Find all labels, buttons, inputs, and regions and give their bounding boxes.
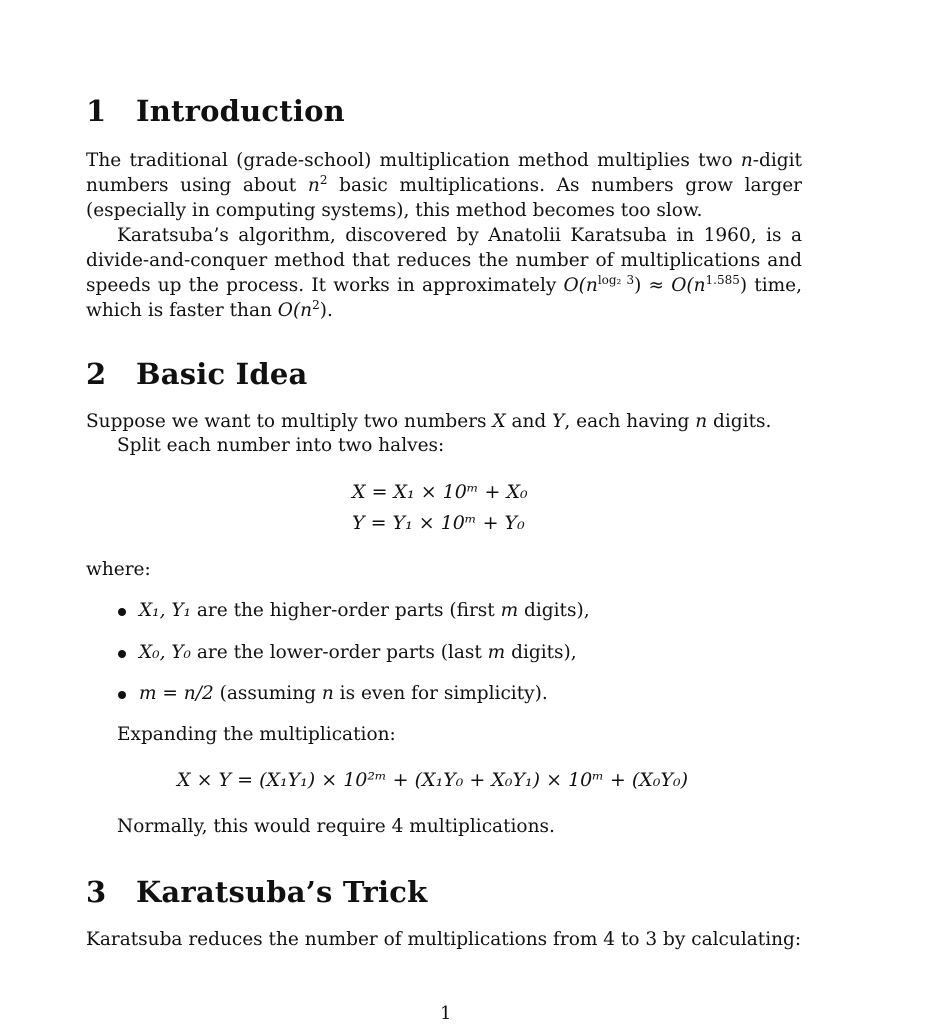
page-number: 1 bbox=[440, 1003, 452, 1024]
expanding-label: Expanding the multiplication: bbox=[117, 724, 396, 745]
list-item: X₁, Y₁ are the higher-order parts (first m digits), bbox=[139, 600, 590, 621]
equation-y-split: Y = Y₁ × 10ᵐ + Y₀ bbox=[352, 512, 525, 534]
normally-line: Normally, this would require 4 multiplications. bbox=[117, 816, 555, 837]
section-title: Karatsuba’s Trick bbox=[136, 875, 428, 909]
section-number: 2 bbox=[86, 357, 107, 391]
trick-line-1: Karatsuba reduces the number of multiplications from 4 to 3 by calculating: bbox=[86, 929, 802, 950]
intro-paragraph-1: The traditional (grade-school) multiplication method multiplies two n-digit numbers using about $n^2$ basic multiplications. As numbers grow larger (especially in computing systems), this method becomes too slow. bbox=[86, 150, 802, 221]
bullet-icon bbox=[118, 691, 126, 699]
intro-paragraph-2: Karatsuba’s algorithm, discovered by Anatolii Karatsuba in 1960, is a divide-and-conquer method that reduces the number of multiplications and speeds up the process. It works in approximately $O(n^{log_2 3}) \approx O(n^{1.585})$ time, which is faster than $O(n^2)$. bbox=[86, 225, 802, 321]
bullet-icon bbox=[118, 608, 126, 616]
section-heading-karatsuba-trick bbox=[86, 875, 427, 909]
list-item: X₀, Y₀ are the lower-order parts (last m digits), bbox=[139, 642, 577, 663]
section-heading-basic-idea bbox=[86, 357, 307, 391]
basic-line-1: Suppose we want to multiply two numbers X and Y, each having n digits. bbox=[86, 411, 772, 432]
section-title: Introduction bbox=[136, 94, 345, 128]
where-label: where: bbox=[86, 559, 151, 580]
section-number: 1 bbox=[86, 94, 107, 128]
equation-x-split: X = X₁ × 10ᵐ + X₀ bbox=[352, 481, 528, 503]
list-item: m = n/2 (assuming n is even for simplicity). bbox=[139, 683, 548, 704]
bullet-icon bbox=[118, 650, 126, 658]
intro-body bbox=[86, 148, 802, 323]
section-number: 3 bbox=[86, 875, 107, 909]
section-title: Basic Idea bbox=[136, 357, 308, 391]
basic-line-2: Split each number into two halves: bbox=[117, 435, 445, 456]
equation-expanded-product: X × Y = (X₁Y₁) × 10²ᵐ + (X₁Y₀ + X₀Y₁) × 10ᵐ + (X₀Y₀) bbox=[177, 769, 689, 791]
section-heading-introduction bbox=[86, 94, 345, 128]
